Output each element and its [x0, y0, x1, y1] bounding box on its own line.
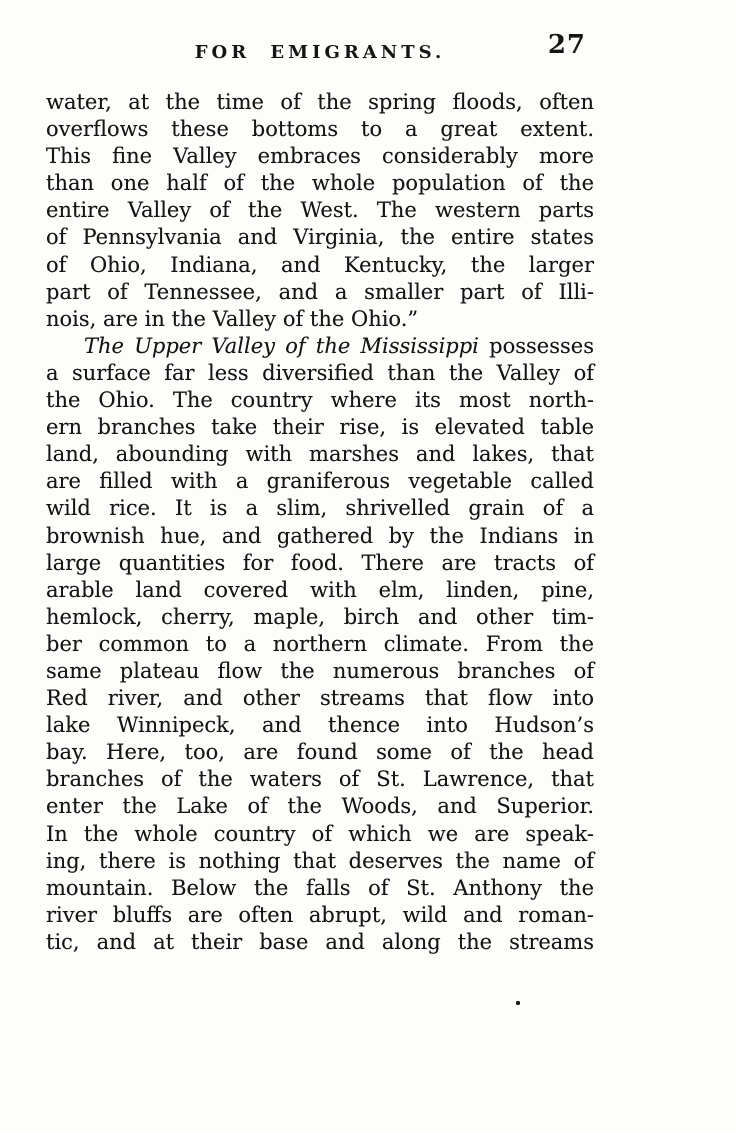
text-line: the Ohio. The country where its most north- [46, 388, 594, 413]
text-line: are filled with a graniferous vegetable called [46, 469, 594, 494]
text-line: part of Tennessee, and a smaller part of Illi- [46, 279, 594, 304]
text-line: of Pennsylvania and Virginia, the entire states [46, 225, 594, 250]
text-line: arable land covered with elm, linden, pine, [46, 577, 594, 602]
text-line: entire Valley of the West. The western parts [46, 198, 594, 223]
text-line: hemlock, cherry, maple, birch and other tim- [46, 604, 594, 629]
text-line: tic, and at their base and along the streams [46, 929, 594, 954]
text-line: bay. Here, too, are found some of the head [46, 740, 594, 765]
text-line: of Ohio, Indiana, and Kentucky, the larger [46, 252, 594, 277]
text-line: large quantities for food. There are tracts of [46, 550, 594, 575]
text-line: Red river, and other streams that flow into [46, 686, 594, 711]
paragraph-2 [46, 333, 594, 956]
text-line: branches of the waters of St. Lawrence, that [46, 767, 594, 792]
text-line: water, at the time of the spring floods, often [46, 90, 594, 114]
running-title: FOR EMIGRANTS. [194, 42, 446, 63]
text-line: lake Winnipeck, and thence into Hudson’s [46, 713, 594, 738]
text-line [46, 333, 594, 360]
text-segment: possesses [478, 333, 594, 358]
text-line: ber common to a northern climate. From the [46, 631, 594, 656]
ink-dot-artifact [516, 1001, 520, 1005]
text-line: brownish hue, and gathered by the Indians in [46, 523, 594, 548]
italic-phrase: The Upper Valley of the Mississippi [84, 333, 479, 358]
text-line: overflows these bottoms to a great extent. [46, 117, 594, 142]
paragraph-1 [46, 89, 594, 333]
text-line: ing, there is nothing that deserves the name of [46, 848, 594, 873]
text-line: mountain. Below the falls of St. Anthony the [46, 875, 594, 900]
body-text [46, 89, 594, 956]
text-line: enter the Lake of the Woods, and Superior. [46, 794, 594, 819]
text-line: wild rice. It is a slim, shrivelled grain of a [46, 496, 594, 521]
text-line: land, abounding with marshes and lakes, that [46, 442, 594, 467]
text-line: ern branches take their rise, is elevated table [46, 415, 594, 440]
text-line: nois, are in the Valley of the Ohio.” [46, 306, 419, 331]
text-line: In the whole country of which we are speak- [46, 821, 594, 846]
text-line: river bluffs are often abrupt, wild and roman- [46, 902, 594, 927]
text-line: than one half of the whole population of the [46, 171, 594, 196]
text-line: same plateau flow the numerous branches of [46, 658, 594, 683]
text-line: This fine Valley embraces considerably more [46, 144, 594, 169]
page-number: 27 [547, 30, 586, 60]
text-line: a surface far less diversified than the Valley of [46, 360, 594, 385]
